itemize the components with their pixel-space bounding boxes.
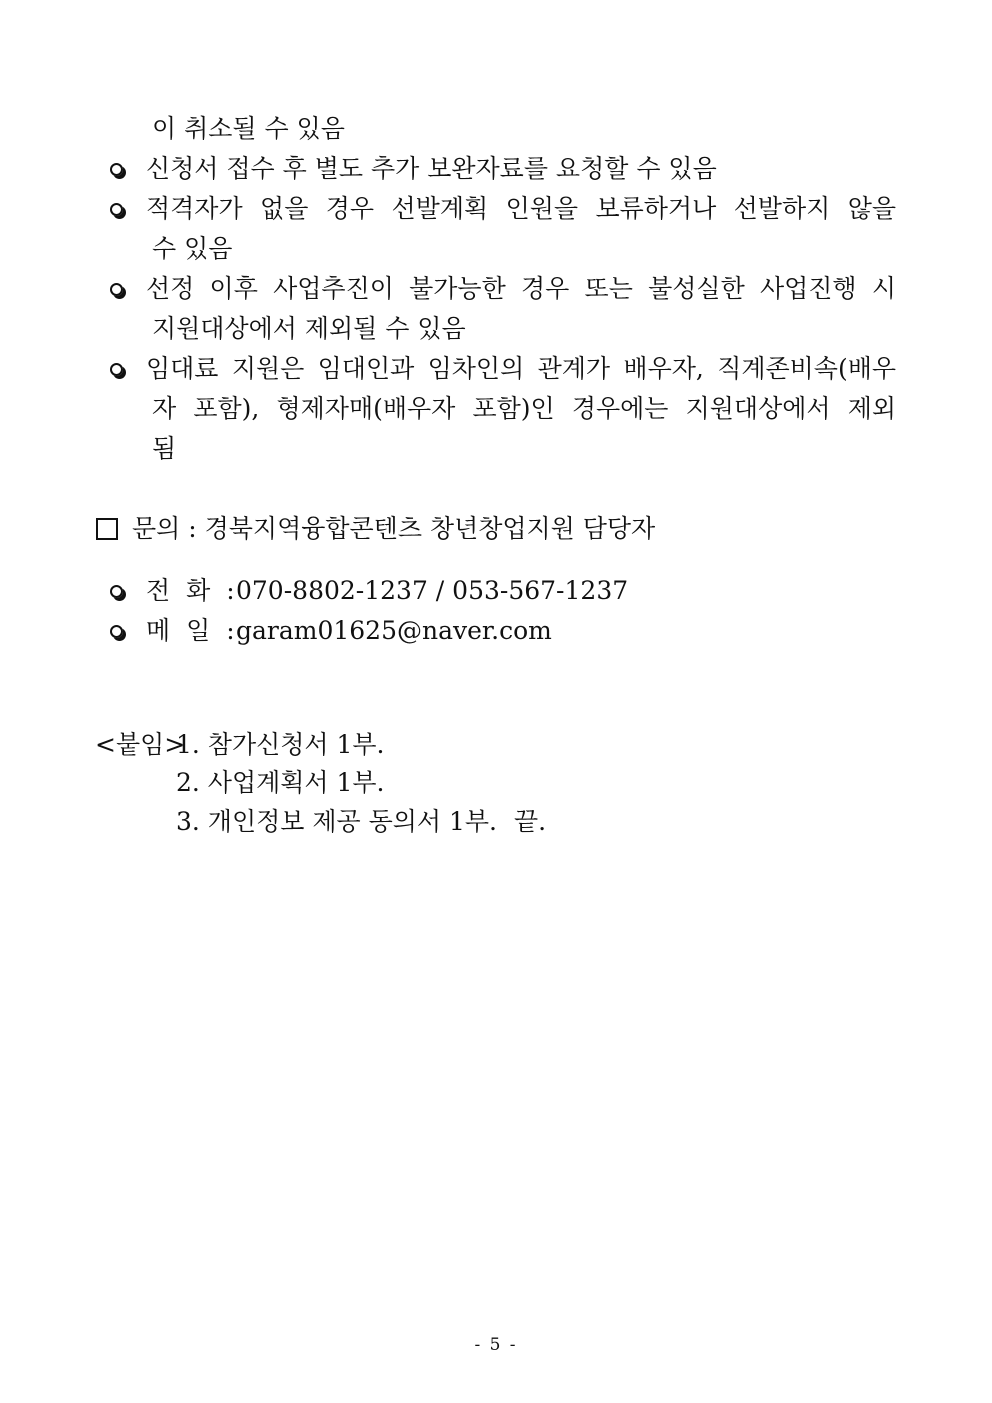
bullet-circle-icon — [110, 625, 123, 638]
note-item-3-line-2: 지원대상에서 제외될 수 있음 — [152, 314, 466, 343]
bullet-circle-icon — [110, 283, 123, 296]
note-item-1: 신청서 접수 후 별도 추가 보완자료를 요청할 수 있음 — [146, 154, 717, 183]
attachment-item-1: 1. 참가신청서 1부. — [176, 730, 385, 759]
bullet-circle-icon — [110, 163, 123, 176]
attachment-item-3: 3. 개인정보 제공 동의서 1부. — [176, 807, 497, 836]
phone-label: 전 화 : — [146, 576, 235, 605]
checkbox-square-icon — [96, 518, 118, 540]
page-number: - 5 - — [474, 1335, 518, 1355]
note-item-2-line-1: 적격자가 없을 경우 선발계획 인원을 보류하거나 선발하지 않을 — [146, 194, 896, 223]
bullet-circle-icon — [110, 203, 123, 216]
email-label: 메 일 : — [146, 616, 235, 645]
note-item-2-line-2: 수 있음 — [152, 234, 233, 263]
note-item-4-line-1: 임대료 지원은 임대인과 임차인의 관계가 배우자, 직계존비속(배우 — [146, 354, 896, 383]
email-link[interactable]: garam01625@naver.com — [236, 616, 552, 645]
bullet-circle-icon — [110, 585, 123, 598]
note-item-3-line-1: 선정 이후 사업추진이 불가능한 경우 또는 불성실한 사업진행 시 — [146, 274, 896, 303]
attachment-item-2: 2. 사업계획서 1부. — [176, 768, 385, 797]
attachments-end-mark: 끝. — [514, 807, 547, 836]
note-continuation: 이 취소될 수 있음 — [152, 114, 345, 143]
attachments-label: <붙임> — [95, 730, 186, 759]
note-item-4-line-2: 자 포함), 형제자매(배우자 포함)인 경우에는 지원대상에서 제외 — [152, 394, 896, 423]
note-item-4-line-3: 됨 — [152, 434, 177, 463]
contact-heading: 문의 : 경북지역융합콘텐츠 창년창업지원 담당자 — [132, 514, 656, 543]
bullet-circle-icon — [110, 363, 123, 376]
phone-value: 070-8802-1237 / 053-567-1237 — [236, 576, 629, 605]
